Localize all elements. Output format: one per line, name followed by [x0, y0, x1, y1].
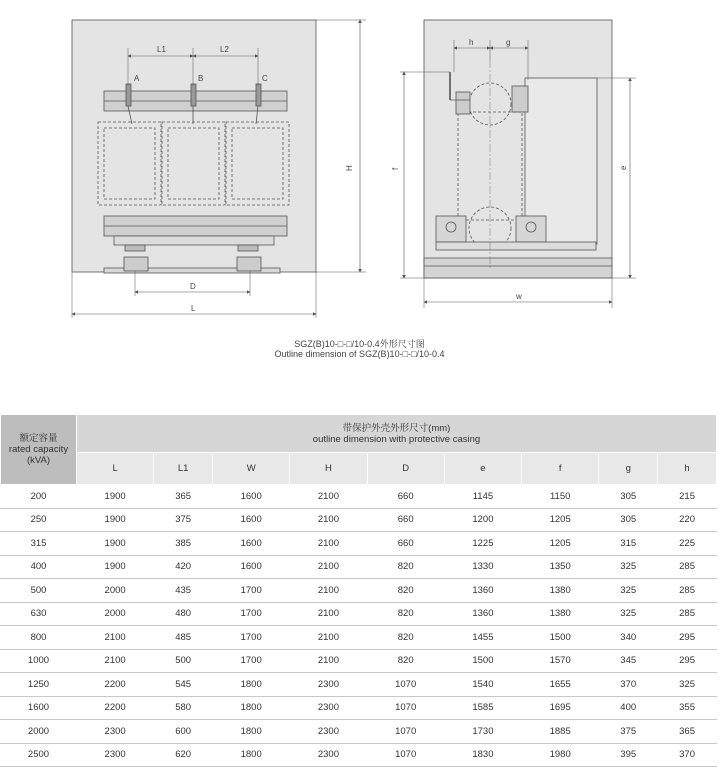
dim-label-f: f [391, 167, 400, 170]
dimension-cell: 2300 [290, 720, 367, 744]
dimension-cell: 2100 [290, 508, 367, 532]
dimension-cell: 395 [599, 743, 658, 767]
dim-label-h-small: h [469, 38, 474, 47]
dimension-cell: 1600 [213, 508, 290, 532]
dimension-cell: 305 [599, 485, 658, 509]
dimension-cell: 820 [367, 626, 444, 650]
dimension-cell: 1360 [444, 602, 521, 626]
table-row [1, 532, 717, 556]
dimension-cell: 1900 [77, 485, 154, 509]
dimension-cell: 2100 [77, 649, 154, 673]
capacity-cell: 2000 [1, 720, 77, 744]
dimension-cell: 1205 [522, 532, 599, 556]
column-header-L: L [77, 453, 154, 485]
dimension-cell: 1800 [213, 720, 290, 744]
dimension-cell: 2100 [290, 626, 367, 650]
dimension-cell: 385 [154, 532, 213, 556]
dim-label-w: w [516, 292, 522, 301]
dimension-cell: 220 [658, 508, 717, 532]
dimension-cell: 580 [154, 696, 213, 720]
dimension-cell: 325 [599, 555, 658, 579]
dimension-cell: 325 [599, 579, 658, 603]
dimension-cell: 285 [658, 555, 717, 579]
dimension-cell: 1070 [367, 673, 444, 697]
dimension-cell: 2100 [290, 649, 367, 673]
dim-label-l1: L1 [157, 45, 166, 54]
capacity-cell: 1250 [1, 673, 77, 697]
dimension-cell: 2300 [290, 673, 367, 697]
dimension-cell: 820 [367, 579, 444, 603]
phase-label-c: C [262, 74, 268, 83]
dimension-cell: 325 [658, 673, 717, 697]
dimension-cell: 375 [599, 720, 658, 744]
dimension-cell: 820 [367, 602, 444, 626]
caption-english: Outline dimension of SGZ(B)10-□-□/10-0.4 [274, 349, 445, 359]
table-row [1, 743, 717, 767]
dimension-cell: 2100 [290, 579, 367, 603]
capacity-cell: 1000 [1, 649, 77, 673]
dimension-cell: 545 [154, 673, 213, 697]
dimension-cell: 2300 [77, 720, 154, 744]
dim-label-g: g [506, 38, 511, 47]
dimension-cell: 2200 [77, 673, 154, 697]
dimension-cell: 1540 [444, 673, 521, 697]
dimension-cell: 340 [599, 626, 658, 650]
column-header-g: g [599, 453, 658, 485]
dimension-cell: 1150 [522, 485, 599, 509]
group-header: 带保护外壳外形尺寸(mm) outline dimension with protective casing [77, 415, 717, 453]
side-base [424, 258, 612, 278]
side-view [400, 20, 636, 308]
dimension-cell: 1070 [367, 696, 444, 720]
table-row [1, 649, 717, 673]
dimension-cell: 1900 [77, 532, 154, 556]
dimension-cell: 1070 [367, 720, 444, 744]
dimension-cell: 305 [599, 508, 658, 532]
table-row [1, 696, 717, 720]
dimension-cell: 295 [658, 649, 717, 673]
dimension-cell: 285 [658, 579, 717, 603]
dim-label-e: e [619, 165, 628, 170]
dimension-cell: 1360 [444, 579, 521, 603]
capacity-cell: 400 [1, 555, 77, 579]
dimension-cell: 325 [599, 602, 658, 626]
dimension-cell: 1205 [522, 508, 599, 532]
dimension-cell: 1800 [213, 743, 290, 767]
capacity-cell: 1600 [1, 696, 77, 720]
phase-label-b: B [198, 74, 204, 83]
caption-chinese: SGZ(B)10-□-□/10-0.4外形尺寸图 [294, 339, 425, 349]
dimension-cell: 315 [599, 532, 658, 556]
dim-label-h: H [345, 165, 354, 171]
table-row [1, 626, 717, 650]
dimension-cell: 1380 [522, 579, 599, 603]
dimension-cell: 1700 [213, 626, 290, 650]
dimension-cell: 365 [658, 720, 717, 744]
dimension-cell: 2000 [77, 602, 154, 626]
dimension-cell: 1455 [444, 626, 521, 650]
column-header-W: W [213, 453, 290, 485]
dimension-cell: 1700 [213, 649, 290, 673]
dimension-cell: 215 [658, 485, 717, 509]
dimension-cell: 1800 [213, 696, 290, 720]
dimension-cell: 420 [154, 555, 213, 579]
dimension-cell: 1380 [522, 602, 599, 626]
capacity-cell: 2500 [1, 743, 77, 767]
table-row [1, 673, 717, 697]
outline-drawing [0, 0, 719, 380]
dimension-cell: 1800 [213, 673, 290, 697]
table-row [1, 602, 717, 626]
capacity-cell: 200 [1, 485, 77, 509]
capacity-cell: 500 [1, 579, 77, 603]
dimension-cell: 2100 [290, 485, 367, 509]
dimension-cell: 1980 [522, 743, 599, 767]
dimension-cell: 375 [154, 508, 213, 532]
dimension-cell: 1500 [444, 649, 521, 673]
dimension-cell: 480 [154, 602, 213, 626]
dim-label-l2: L2 [220, 45, 229, 54]
dimension-cell: 365 [154, 485, 213, 509]
dimension-cell: 1330 [444, 555, 521, 579]
table-row [1, 579, 717, 603]
dimension-cell: 620 [154, 743, 213, 767]
dimension-cell: 1655 [522, 673, 599, 697]
dimension-cell: 400 [599, 696, 658, 720]
dimension-cell: 435 [154, 579, 213, 603]
dimension-cell: 2300 [77, 743, 154, 767]
dimension-cell: 1730 [444, 720, 521, 744]
dimension-cell: 1700 [213, 602, 290, 626]
dimension-table [0, 414, 717, 767]
dimension-cell: 2300 [290, 743, 367, 767]
capacity-cell: 315 [1, 532, 77, 556]
rated-capacity-header: 额定容量 rated capacity (kVA) [1, 415, 77, 485]
dimension-cell: 1570 [522, 649, 599, 673]
dimension-cell: 1585 [444, 696, 521, 720]
dimension-cell: 500 [154, 649, 213, 673]
dimension-cell: 1225 [444, 532, 521, 556]
dimension-cell: 370 [658, 743, 717, 767]
dimension-cell: 1900 [77, 508, 154, 532]
table-row [1, 508, 717, 532]
phase-label-a: A [134, 74, 140, 83]
dimension-cell: 295 [658, 626, 717, 650]
dim-label-l: L [191, 304, 196, 313]
column-header-e: e [444, 453, 521, 485]
dim-label-d: D [190, 282, 196, 291]
dimension-cell: 660 [367, 485, 444, 509]
dimension-cell: 370 [599, 673, 658, 697]
front-view [72, 20, 366, 318]
dimension-cell: 1600 [213, 485, 290, 509]
dimension-cell: 1885 [522, 720, 599, 744]
column-header-f: f [522, 453, 599, 485]
dimension-cell: 660 [367, 532, 444, 556]
wheel-left [125, 245, 145, 251]
capacity-cell: 800 [1, 626, 77, 650]
wheel-right [238, 245, 258, 251]
table-row [1, 485, 717, 509]
dimension-cell: 2300 [290, 696, 367, 720]
dimension-cell: 1600 [213, 555, 290, 579]
dimension-cell: 1070 [367, 743, 444, 767]
dimension-cell: 1600 [213, 532, 290, 556]
column-header-L1: L1 [154, 453, 213, 485]
dimension-cell: 285 [658, 602, 717, 626]
dimension-cell: 1900 [77, 555, 154, 579]
capacity-cell: 630 [1, 602, 77, 626]
dimension-cell: 820 [367, 649, 444, 673]
dimension-cell: 820 [367, 555, 444, 579]
dimension-cell: 660 [367, 508, 444, 532]
dimension-cell: 345 [599, 649, 658, 673]
dimension-cell: 2200 [77, 696, 154, 720]
table-row [1, 555, 717, 579]
column-header-h: h [658, 453, 717, 485]
dimension-cell: 1145 [444, 485, 521, 509]
column-header-H: H [290, 453, 367, 485]
dimension-cell: 2100 [77, 626, 154, 650]
capacity-cell: 250 [1, 508, 77, 532]
dimension-cell: 2100 [290, 602, 367, 626]
dimension-cell: 1500 [522, 626, 599, 650]
dimension-cell: 1350 [522, 555, 599, 579]
dimension-cell: 1830 [444, 743, 521, 767]
dimension-cell: 1695 [522, 696, 599, 720]
dimension-cell: 1700 [213, 579, 290, 603]
dimension-cell: 2100 [290, 555, 367, 579]
dimension-cell: 1200 [444, 508, 521, 532]
dimension-cell: 600 [154, 720, 213, 744]
dimension-cell: 225 [658, 532, 717, 556]
dimension-cell: 2000 [77, 579, 154, 603]
column-header-D: D [367, 453, 444, 485]
dimension-cell: 355 [658, 696, 717, 720]
dimension-cell: 2100 [290, 532, 367, 556]
dimension-cell: 485 [154, 626, 213, 650]
table-row [1, 720, 717, 744]
